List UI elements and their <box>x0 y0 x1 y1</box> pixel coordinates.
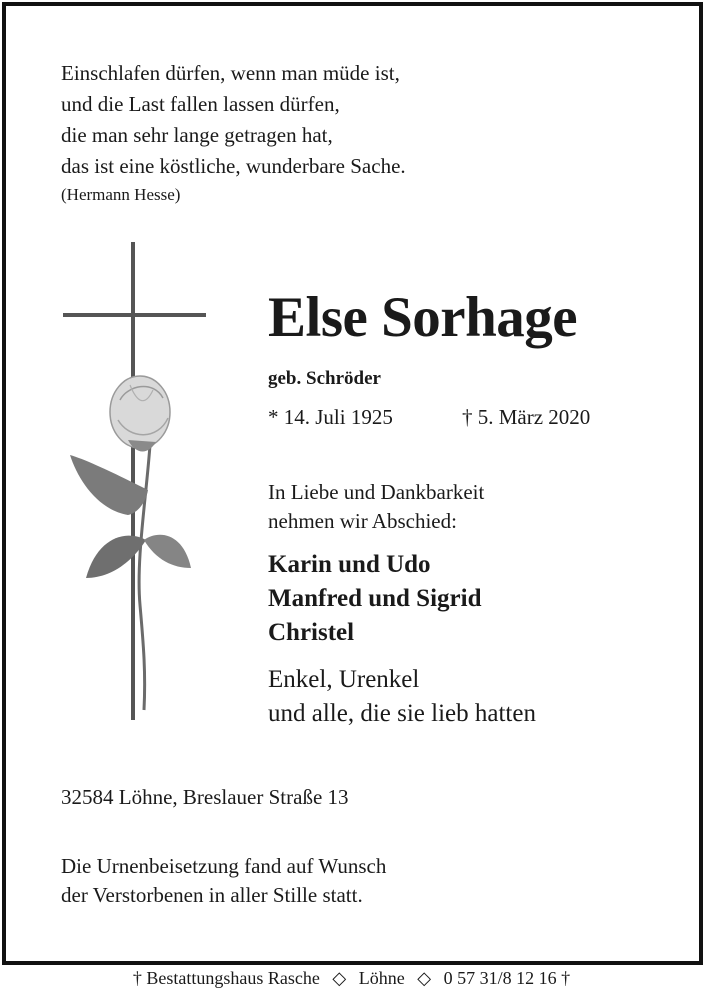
farewell-line: In Liebe und Dankbarkeit <box>268 480 485 504</box>
burial-notice <box>61 852 386 910</box>
mourner-name: Christel <box>268 619 355 646</box>
quote-line: das ist eine köstliche, wunderbare Sache. <box>61 154 406 178</box>
other-mourners <box>268 663 536 731</box>
mourner-name: Manfred und Sigrid <box>268 585 482 612</box>
farewell-line: nehmen wir Abschied: <box>268 509 457 533</box>
other-mourners-line: und alle, die sie lieb hatten <box>268 700 536 727</box>
address: 32584 Löhne, Breslauer Straße 13 <box>61 785 349 809</box>
deceased-name: Else Sorhage <box>268 286 578 349</box>
birth-date: * 14. Juli 1925 <box>268 405 393 429</box>
notice-line: der Verstorbenen in aller Stille statt. <box>61 883 363 907</box>
diamond-separator: ◇ <box>417 968 432 988</box>
other-mourners-line: Enkel, Urenkel <box>268 666 420 693</box>
quote-author: (Hermann Hesse) <box>61 185 181 204</box>
mourner-name: Karin und Udo <box>268 551 431 578</box>
quote-line: und die Last fallen lassen dürfen, <box>61 92 340 116</box>
small-cross-icon: † <box>561 968 571 988</box>
funeral-home-footer <box>0 968 703 989</box>
farewell-text <box>268 478 484 536</box>
quote-line: die man sehr lange getragen hat, <box>61 123 333 147</box>
funeral-home-name: Bestattungshaus Rasche <box>146 968 320 988</box>
maiden-name: geb. Schröder <box>268 368 381 389</box>
rose-icon <box>70 376 191 710</box>
hesse-quote <box>61 58 406 182</box>
funeral-home-phone: 0 57 31/8 12 16 <box>443 968 557 988</box>
funeral-home-city: Löhne <box>358 968 405 988</box>
small-cross-icon: † <box>132 968 142 988</box>
mourners-list <box>268 548 481 650</box>
cross-with-rose-illustration <box>58 240 218 722</box>
notice-line: Die Urnenbeisetzung fand auf Wunsch <box>61 854 387 878</box>
diamond-separator: ◇ <box>332 968 347 988</box>
quote-line: Einschlafen dürfen, wenn man müde ist, <box>61 61 400 85</box>
death-date: † 5. März 2020 <box>462 405 591 429</box>
